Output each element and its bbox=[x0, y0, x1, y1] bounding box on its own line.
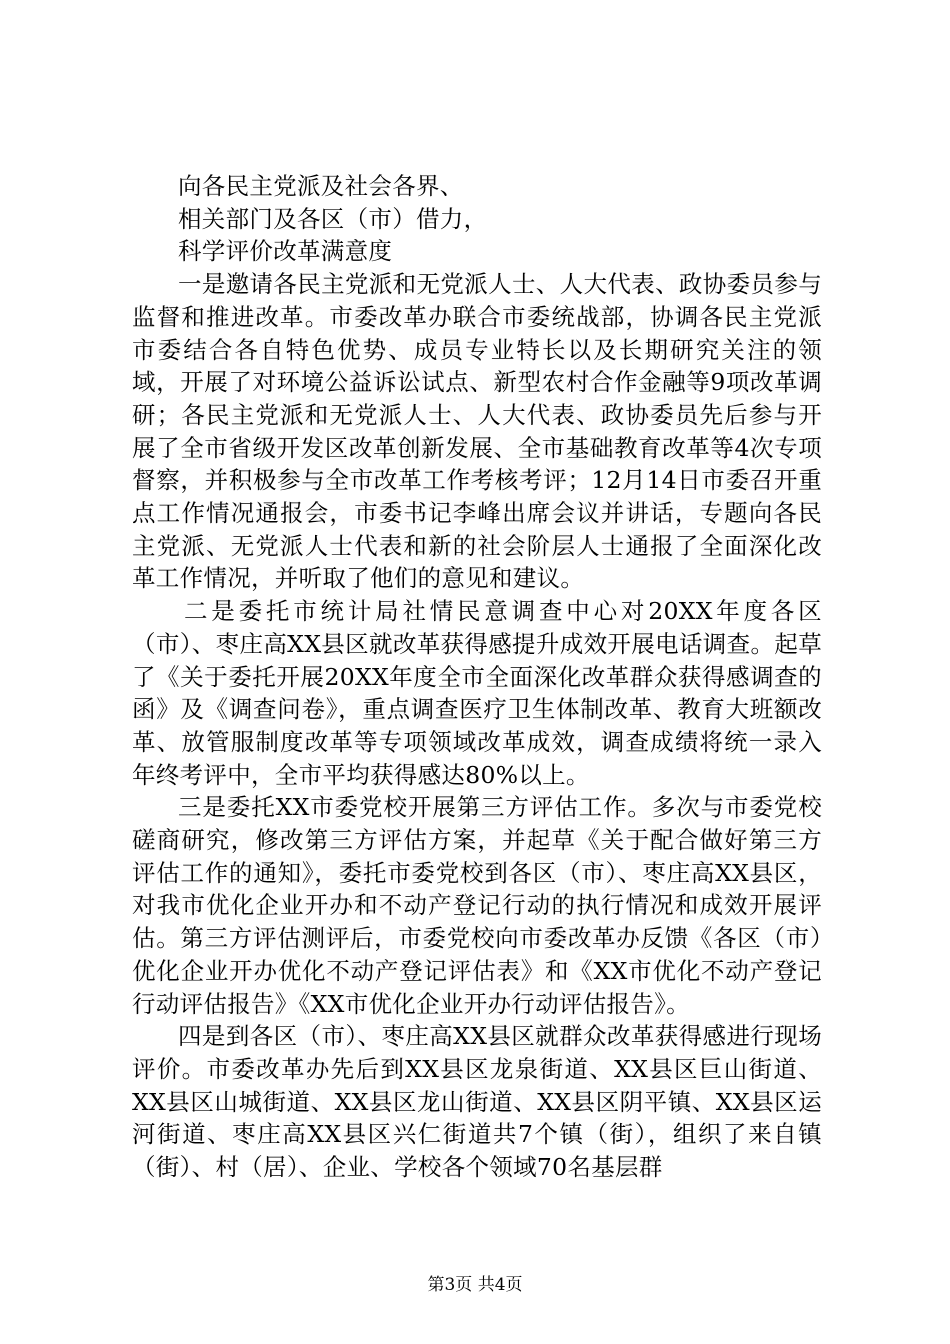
paragraph-4: 四是到各区（市）、枣庄高XX县区就群众改革获得感进行现场评价。市委改革办先后到XX县区龙泉街道、XX县区巨山街道、XX县区山城街道、XX县区龙山街道、XX县区阴平镇、XX县区运河街道、枣庄高XX县区兴仁街道共7个镇（街），组织了来自镇（街）、村（居）、企业、学校各个领域70名基层群 bbox=[132, 1022, 822, 1182]
heading-line-2: 相关部门及各区（市）借力， bbox=[178, 204, 488, 233]
page-number: 第3页 共4页 bbox=[427, 1275, 523, 1295]
document-body bbox=[132, 170, 822, 1184]
paragraph-3: 三是委托XX市委党校开展第三方评估工作。多次与市委党校磋商研究，修改第三方评估方案，并起草《关于配合做好第三方评估工作的通知》，委托市委党校到各区（市）、枣庄高XX县区，对我市优化企业开办和不动产登记行动的执行情况和成效开展评估。第三方评估测评后，市委党校向市委改革办反馈《各区（市）优化企业开办优化不动产登记评估表》和《XX市优化不动产登记行动评估报告》《XX市优化企业开办行动评估报告》。 bbox=[132, 793, 822, 1018]
paragraph-2: 二是委托市统计局社情民意调查中心对20XX年度各区（市）、枣庄高XX县区就改革获得感提升成效开展电话调查。起草了《关于委托开展20XX年度全市全面深化改革群众获得感调查的函》及《调查问卷》，重点调查医疗卫生体制改革、教育大班额改革、放管服制度改革等专项领域改革成效，调查成绩将统一录入年终考评中，全市平均获得感达80%以上。 bbox=[132, 597, 822, 789]
page-footer bbox=[0, 1274, 950, 1296]
heading-line-1: 向各民主党派及社会各界、 bbox=[178, 172, 464, 200]
heading-line-3: 科学评价改革满意度 bbox=[178, 237, 393, 266]
paragraph-1: 一是邀请各民主党派和无党派人士、人大代表、政协委员参与监督和推进改革。市委改革办联合市委统战部，协调各民主党派市委结合各自特色优势、成员专业特长以及长期研究关注的领域，开展了对环境公益诉讼试点、新型农村合作金融等9项改革调研；各民主党派和无党派人士、人大代表、政协委员先后参与开展了全市省级开发区改革创新发展、全市基础教育改革等4次专项督察，并积极参与全市改革工作考核考评；12月14日市委召开重点工作情况通报会，市委书记李峰出席会议并讲话，专题向各民主党派、无党派人士代表和新的社会阶层人士通报了全面深化改革工作情况，并听取了他们的意见和建议。 bbox=[132, 270, 822, 593]
